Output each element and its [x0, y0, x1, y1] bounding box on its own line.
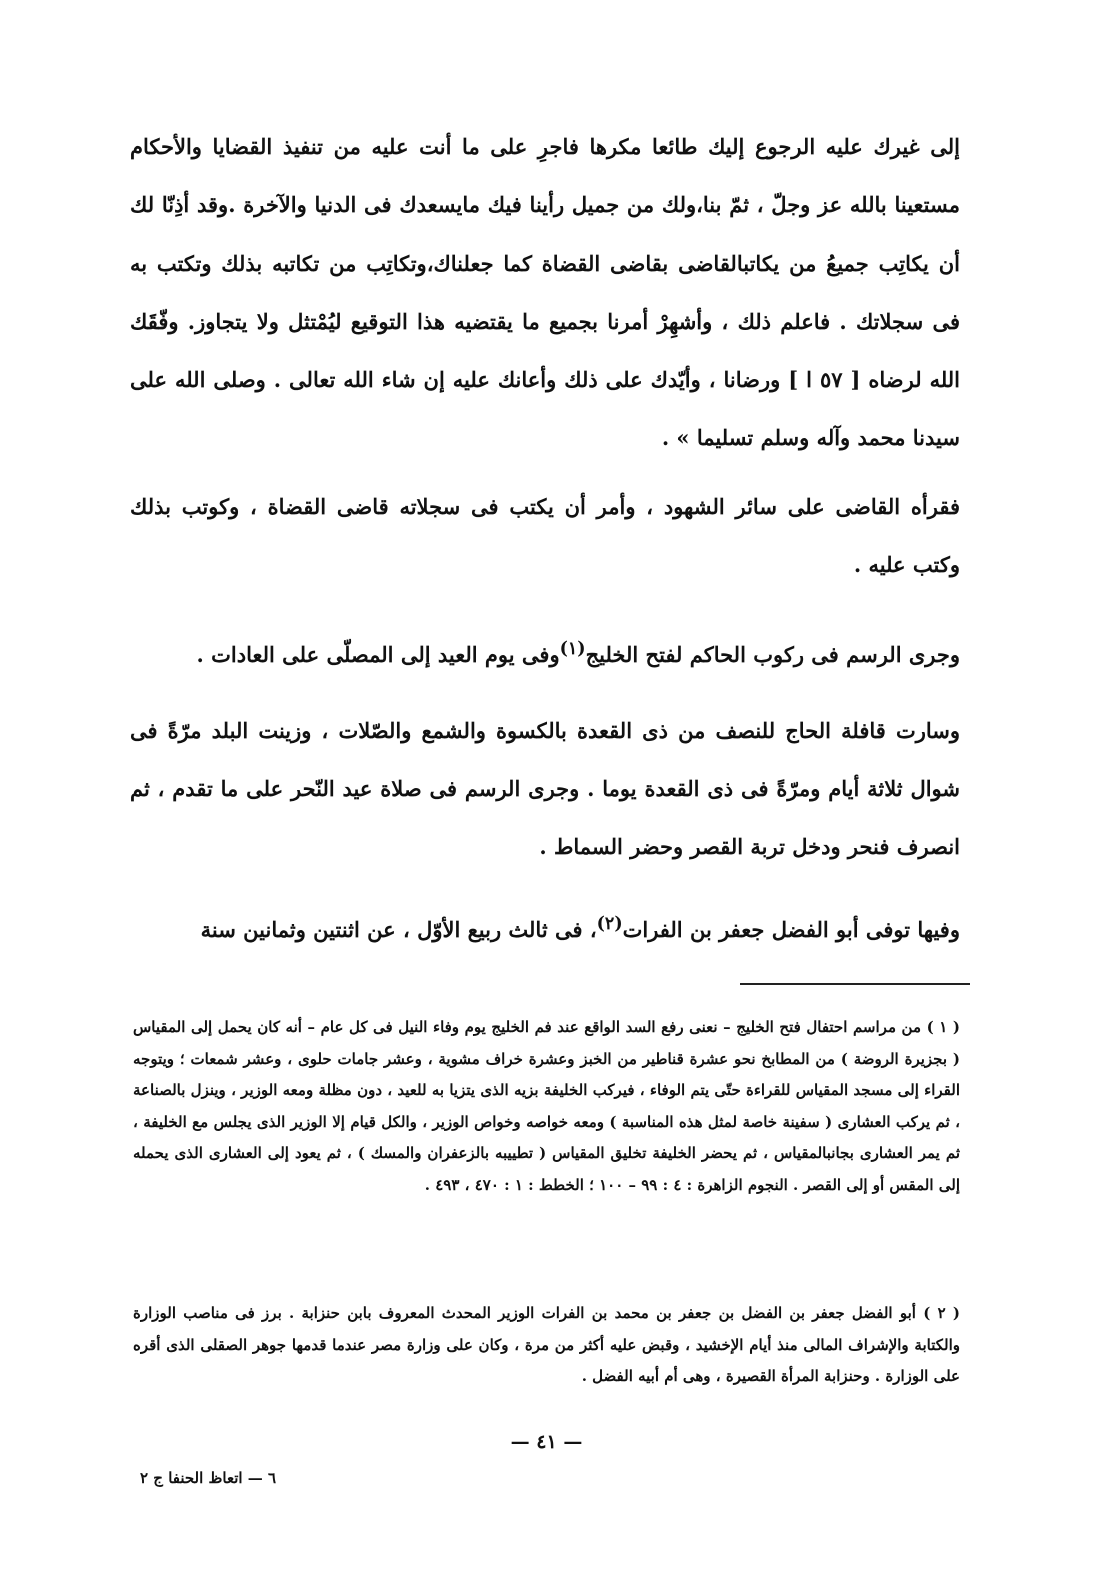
paragraph-5-text-b: ، فى ثالث ربيع الأوّل ، عن اثنتين وثمانين سنة: [200, 917, 597, 942]
footnote-separator: [740, 983, 970, 985]
footnote-1: ( ١ ) من مراسم احتفال فتح الخليج – نعنى رفع السد الواقع عند فم الخليج يوم وفاء النيل فى كل عام – أنه كان يحمل إلى المقياس ( بجزيرة الروضة ) من المطابخ نحو عشرة قناطير من الخبز وعشرة خراف مشوية ، وعشر جامات حلوى ، وعشر شمعات ؛ ويتوجه القراء إلى مسجد المقياس للقراءة حتّى يتم الوفاء ، فيركب الخليفة بزيه الذى يتزيا به للعيد ، دون مظلة ومعه الوزير ، وينزل بالصناعة ، ثم يركب العشارى ( سفينة خاصة لمثل هذه المناسبة ) ومعه خواصه وخواص الوزير ، والكل قيام إلا الوزير الذى يجلس مع الخليفة ، ثم يمر العشارى بجانبالمقياس ، ثم يحضر الخليفة تخليق المقياس ( تطييبه بالزعفران والمسك ) ، ثم يعود إلى العشارى الذى يحمله إلى المقس أو إلى القصر . النجوم الزاهرة : ٤ : ٩٩ – ١٠٠ ؛ الخطط : ١ : ٤٧٠ ، ٤٩٣ .: [133, 1018, 960, 1194]
footnote-ref-1: (١): [559, 639, 586, 659]
page-number: — ٤١ —: [510, 1431, 583, 1453]
footnote-ref-2: (٢): [596, 914, 623, 934]
body-paragraph-5: [130, 895, 960, 959]
body-paragraph-1: إلى غيرك عليه الرجوع إليك طائعا مكرها فاجرِ على ما أنت عليه من تنفيذ القضايا والأحكام مستعينا بالله عز وجلّ ، ثمّ بنا،ولك من جميل رأينا فيك مايسعدك فى الدنيا والآخرة .وقد أذِنّا لك أن يكاتِب جميعُ من يكاتبالقاضى بقاضى القضاة كما جعلناك،وتكاتِب من تكاتبه بذلك وتكتب به فى سجلاتك . فاعلم ذلك ، وأشهِرْ أمرنا بجميع ما يقتضيه هذا التوقيع ليُمْتثل ولا يتجاوز. وفّقَك الله لرضاه [ ٥٧ ا ] ورضانا ، وأيّدك على ذلك وأعانك عليه إن شاء الله تعالى . وصلى الله على سيدنا محمد وآله وسلم تسليما » .: [130, 134, 961, 451]
body-paragraph-2: فقرأه القاضى على سائر الشهود ، وأمر أن يكتب فى سجلاته قاضى القضاة ، وكوتب بذلك وكتب عليه .: [130, 494, 960, 577]
footnote-2: ( ٢ ) أبو الفضل جعفر بن الفضل بن جعفر بن محمد بن الفرات الوزير المحدث المعروف بابن حنزابة . برز فى مناصب الوزارة والكتابة والإشراف المالى منذ أيام الإخشيد ، وقبض عليه أكثر من مرة ، وكان على وزارة مصر عندما قدمها جوهر الصقلى الذى أقره على الوزارة . وحنزابة المرأة القصيرة ، وهى أم أبيه الفضل .: [133, 1304, 960, 1385]
body-paragraph-4: وسارت قافلة الحاج للنصف من ذى القعدة بالكسوة والشمع والصّلات ، وزينت البلد مرّةً فى شوال ثلاثة أيام ومرّةً فى ذى القعدة يوما . وجرى الرسم فى صلاة عيد النّحر على ما تقدم ، ثم انصرف فنحر ودخل تربة القصر وحضر السماط .: [130, 718, 960, 859]
paragraph-3-text-a: وجرى الرسم فى ركوب الحاكم لفتح الخليج: [585, 642, 960, 667]
paragraph-3-text-b: وفى يوم العيد إلى المصلّى على العادات .: [196, 642, 560, 667]
paragraph-5-text-a: وفيها توفى أبو الفضل جعفر بن الفرات: [622, 917, 960, 942]
body-paragraph-3: [130, 620, 960, 684]
signature-mark: ٦ — اتعاظ الحنفا ج ٢: [140, 1469, 277, 1487]
